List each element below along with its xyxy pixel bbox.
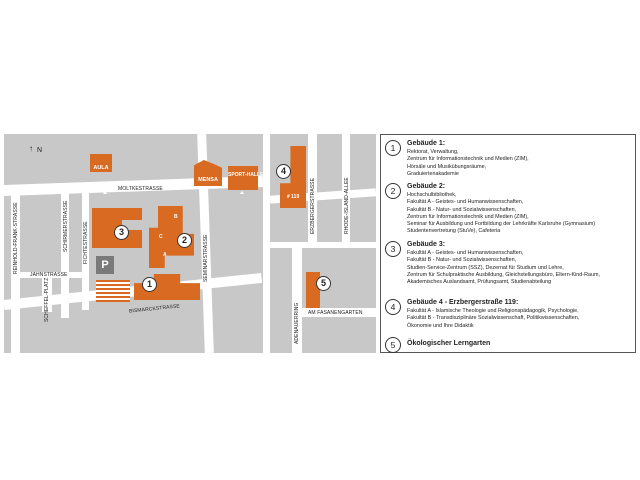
legend-lines (407, 192, 595, 236)
street-label-seminarstrasse: SEMINARSTRASSE (203, 234, 209, 282)
legend-line: Studentenvertretung (StuVe), Cafeteria (407, 228, 501, 235)
entrance-marker-icon (103, 191, 107, 194)
legend-lines (407, 250, 600, 286)
building-number-1[interactable]: 1 (142, 277, 157, 292)
campus-map-erzberger (270, 134, 376, 242)
wing-a-label: A (163, 252, 167, 258)
street-label-fichtestrasse: FICHTESTRASSE (83, 221, 89, 264)
legend-line: Akademisches Auslandsamt, Prüfungsamt, Studienabteilung (407, 279, 552, 286)
street-label-scheffelplatz (44, 278, 50, 322)
street-label-adenauerring: ADENAUERRING (294, 302, 300, 344)
entrance-marker-icon (240, 191, 244, 194)
legend-number: 4 (385, 299, 401, 315)
legend-lines (407, 149, 529, 178)
building-number-2[interactable]: 2 (177, 233, 192, 248)
legend-number: 3 (385, 241, 401, 257)
parking-icon: P (96, 256, 114, 274)
legend-line: Hochschulbibliothek, (407, 192, 457, 198)
legend-line: Rektorat, Verwaltung, (407, 149, 459, 155)
legend-title: Gebäude 1: (407, 140, 446, 147)
street-label-scheffelplatz-text: SCHEFFEL-PLATZ (44, 277, 50, 322)
legend-title: Gebäude 2: (407, 183, 446, 190)
north-arrow-icon: ↑ (29, 144, 34, 153)
building-number-5[interactable]: 5 (316, 276, 331, 291)
legend-line: Zentrum für Schulpraktische Ausbildung, Gleichstellungsbüro, Eltern-Kind-Raum, (407, 271, 600, 278)
legend-line: Fakultät B - Transdisziplinäre Sozialwissenschaft, Politikwissenschaften, (407, 315, 580, 322)
legend-title: Gebäude 4 - Erzbergerstraße 119: (407, 299, 519, 306)
building-number-3[interactable]: 3 (114, 225, 129, 240)
legend-line: Zentrum für Informationstechnik und Medien (ZIM), (407, 156, 529, 163)
legend-title: Ökologischer Lerngarten (407, 340, 491, 347)
wing-b-label: B (174, 214, 178, 220)
legend-line: Ökonomie und Ihre Didaktik (407, 322, 474, 329)
street-label-reinhold-frank-strasse: REINHOLD-FRANK-STRASSE (13, 202, 19, 274)
street-label-bismarckstrasse: BISMARCKSTRASSE (128, 303, 181, 315)
sporthalle-label: SPORT-HALLE (228, 172, 263, 178)
legend-line: Fakultät A - Geistes- und Humanwissenschaften, (407, 250, 524, 256)
striped-area (96, 280, 130, 302)
street-label-rhode-island-allee: RHODE-ISLAND-ALLEE (344, 177, 350, 234)
legend-line: Fakultät B - Natur- und Sozialwissenschaften, (407, 257, 517, 264)
campus-map-fasanengarten (270, 248, 376, 353)
legend-title: Gebäude 3: (407, 241, 446, 248)
street-label-jahnstrasse: JAHNSTRASSE (30, 272, 68, 278)
building-4-label: # 119 (287, 194, 300, 200)
legend-line: Zentrum für Informationstechnik und Medien (ZIM), (407, 213, 529, 220)
street-label-moltkestrasse: MOLTKESTRASSE (118, 186, 163, 192)
legend-line: Fakultät A - Geistes- und Humanwissenschaften, (407, 199, 524, 206)
street-label-am-fasanengarten: AM FASANENGARTEN (308, 310, 363, 316)
campus-map-main (4, 134, 263, 353)
building-number-4[interactable]: 4 (276, 164, 291, 179)
building-sporthalle (228, 166, 263, 190)
street-label-erzbergerstrasse: ERZBERGERSTRASSE (310, 177, 316, 234)
legend-panel (380, 134, 636, 353)
entrance-marker-icon (203, 191, 207, 194)
legend-number: 2 (385, 183, 401, 199)
mensa-label: MENSA (198, 177, 218, 183)
legend-line: Seminar für Ausbildung und Fortbildung der Lehrkräfte Karlsruhe (Gymnasium) (407, 221, 596, 228)
legend-lines (407, 308, 579, 330)
aula-label: AULA (93, 165, 109, 171)
legend-line: Hörsäle und Musikübungsräume, (407, 163, 487, 170)
legend-number: 5 (385, 337, 401, 353)
street-label-schirmerstrasse: SCHIRMERSTRASSE (63, 200, 69, 252)
legend-line: Fakultät A - Islamische Theologie und Religionspädagogik, Psychologie, (407, 308, 579, 314)
legend-line: Fakultät B - Natur- und Sozialwissenschaften, (407, 206, 517, 213)
legend-line: Studien-Service-Zentrum (SSZ), Dezernat für Studium und Lehre, (407, 264, 564, 271)
legend-line: Graduiertenakademie (407, 170, 459, 177)
north-label: N (37, 147, 43, 154)
legend-number: 1 (385, 140, 401, 156)
wing-c-label: C (159, 234, 163, 240)
